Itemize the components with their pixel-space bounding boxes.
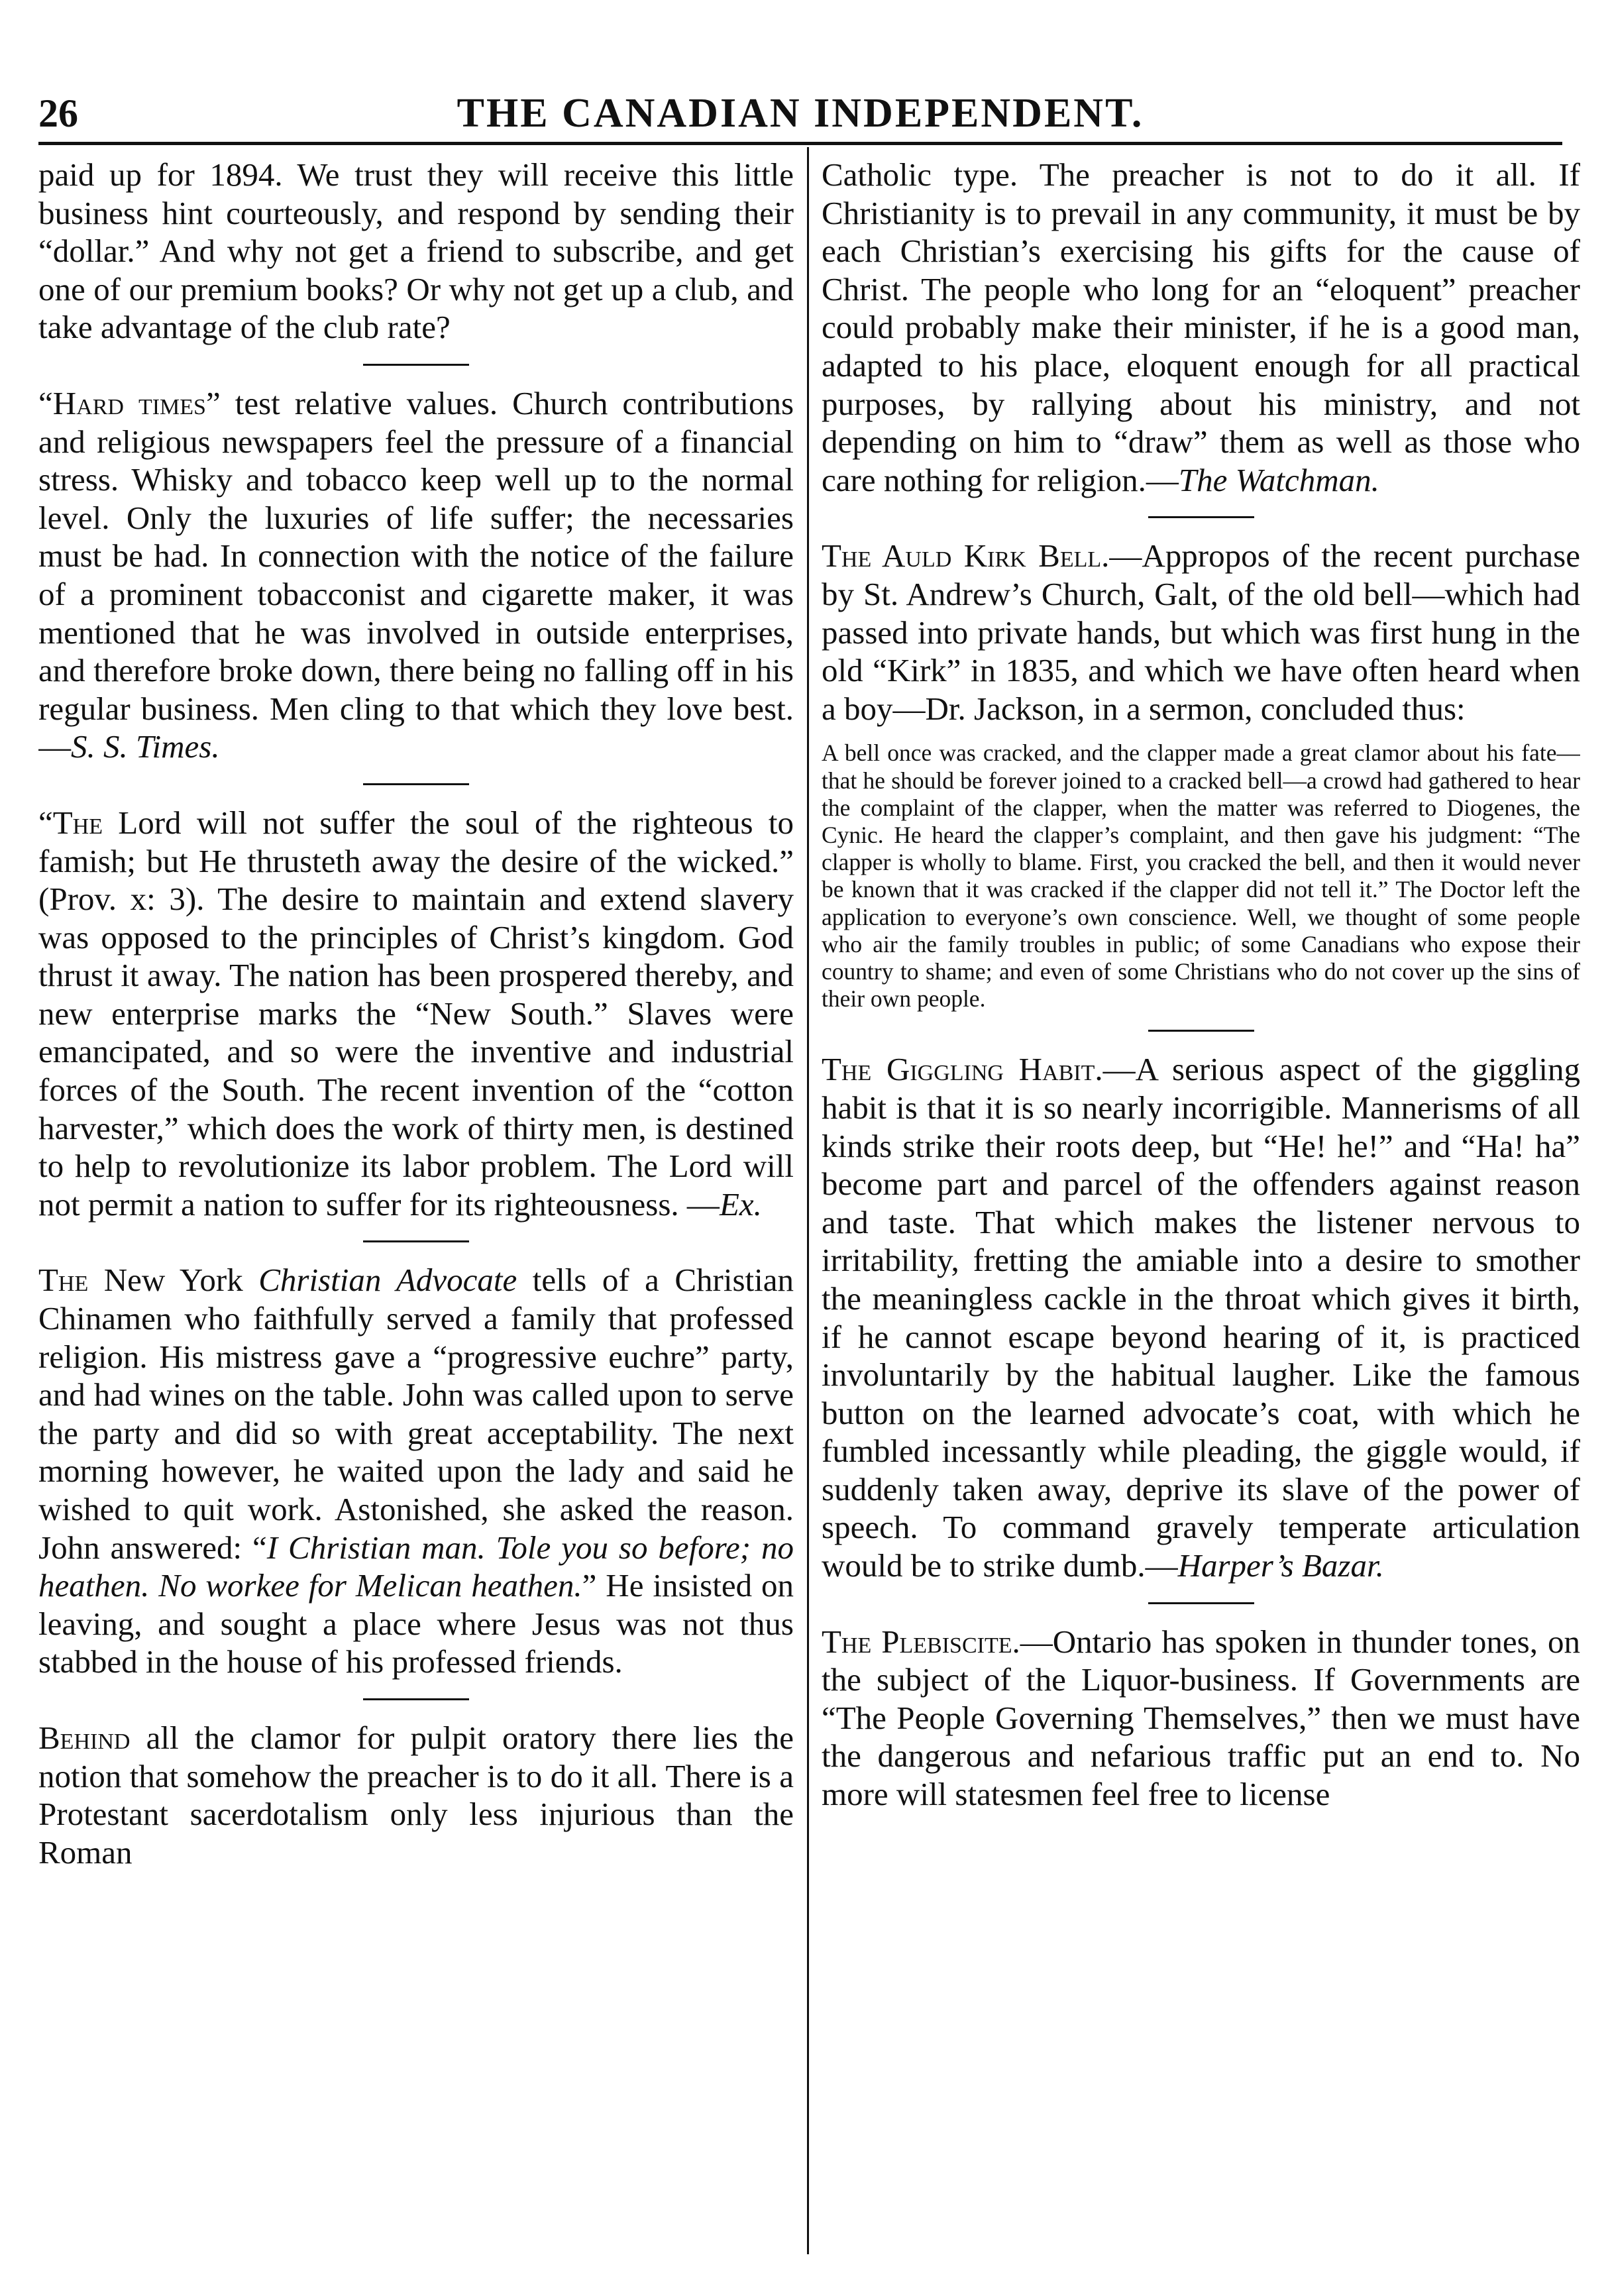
left-column (38, 156, 794, 2269)
quoted-speech: I Christian man. Tole you so before; no heathen. No workee for Melican heathen. (38, 1529, 794, 1604)
bell-quotation: A bell once was cracked, and the clapper made a great clamor about his fate—that he should be forever joined to a cracked bell—a crowd had gathered to hear the complaint of the clapper, when the matter was referred to Diogenes, the Cynic. He heard the clapper’s complaint, and then gave his judgment: “The clapper is wholly to blame. First, you cracked the bell, and then it would never be known that it was cracked if the clapper did not tell it.” The Doctor left the application to everyone’s own conscience. Well, we thought of some people who air the family troubles in public; of some Canadians who expose their country to shame; and even of some Christians who do not cover up the sins of their own people. (822, 739, 1580, 1012)
right-column (822, 156, 1580, 2269)
article-lead: The (38, 1262, 89, 1299)
section-separator (1148, 516, 1254, 518)
article-body: Lord will not suffer the soul of the righteous to famish; but He thrusteth away the desire of the wicked.” (Prov. x: 3). The desire to maintain and extend slavery was opposed to the principles of Christ’s kingdom. God thrust it away. The nation has been prospered thereby, and new enterprise marks the “New South.” Slaves were emancipated, and so were the inventive and industrial forces of the South. The recent invention of the “cotton harvester,” which does the work of thirty men, is destined to help to revolutionize its labor problem. The Lord will not permit a nation to suffer for its righteousness. — (38, 804, 794, 1223)
article-body: New York (88, 1262, 259, 1299)
article-lead: The Auld Kirk Bell. (822, 537, 1110, 574)
column-divider (807, 147, 809, 2254)
hard-times-article (38, 384, 794, 766)
header-rule (38, 142, 1562, 145)
pulpit-oratory-article (38, 1719, 794, 1871)
club-rate-paragraph (38, 156, 794, 347)
chinaman-article (38, 1261, 794, 1681)
article-source: S. S. Times. (71, 728, 220, 765)
article-source: Ex. (719, 1185, 762, 1223)
section-separator (1148, 1602, 1254, 1604)
righteous-article (38, 804, 794, 1224)
article-lead: The Giggling Habit. (822, 1051, 1103, 1088)
page-number: 26 (38, 91, 78, 135)
publication-title: THE CANADIAN INDEPENDENT. (456, 91, 1144, 136)
publication-name: Christian Advocate (258, 1262, 517, 1299)
article-source: Harper’s Bazar. (1177, 1547, 1384, 1584)
open-quote: “ (38, 384, 53, 421)
page-header (38, 85, 1562, 142)
article-lead: The Plebiscite. (822, 1623, 1020, 1660)
plebiscite-article (822, 1623, 1580, 1814)
article-body: all the clamor for pulpit oratory there lies the notion that somehow the preacher is to do it all. There is a Protestant sacerdotalism only less injurious than the Roman (38, 1719, 794, 1871)
article-body: ” He insisted on leaving, and sought a place where Jesus was not thus stabbed in the house of his professed friends. (38, 1567, 794, 1680)
article-lead: The (52, 804, 103, 841)
article-body: Catholic type. The preacher is not to do it all. If Christianity is to prevail in any community, it must be by each Christian’s exercising his gifts for the cause of Christ. The people who long for an “eloquent” preacher could probably make their minister, if he is a good man, adapted to his place, eloquent enough for all practical purposes, by rallying about his ministry, and not depending on him to “draw” them as well as those who care nothing for religion.— (822, 156, 1580, 498)
open-quote: “ (38, 804, 53, 841)
article-body: —A serious aspect of the giggling habit is that it is so nearly incorrigible. Mannerisms of all kinds strike their roots deep, but “He! he!” and “Ha! ha” become part and parcel of the offenders against reason and taste. That which makes the listener nervous to irritability, fretting the amiable into a desire to smother the meaningless cackle in the throat which gives it birth, if he cannot escape beyond hearing of it, is practiced involuntarily by the habitual laugher. Like the famous button on the learned advocate’s coat, with which he fumbled incessantly while pleading, the giggle would, if suddenly taken away, deprive its slave of the power of speech. To command gravely temperate articulation would be to strike dumb.— (822, 1051, 1580, 1584)
pulpit-oratory-continued (822, 156, 1580, 499)
article-lead: Behind (38, 1719, 131, 1756)
section-separator (363, 783, 469, 785)
article-body: —Appropos of the recent purchase by St. Andrew’s Church, Galt, of the old bell—which had passed into private hands, but which was first hung in the old “Kirk” in 1835, and which we have often heard when a boy—Dr. Jackson, in a sermon, concluded thus: (822, 537, 1580, 727)
auld-kirk-bell-article (822, 537, 1580, 728)
section-separator (363, 1698, 469, 1700)
section-separator (363, 364, 469, 366)
article-lead: Hard times (52, 384, 206, 421)
article-source: The Watchman. (1178, 461, 1379, 498)
article-body: ” test relative values. Church contributions and religious newspapers feel the pressure of a financial stress. Whisky and tobacco keep well up to the normal level. Only the luxuries of life suffer; the necessaries must be had. In connection with the notice of the failure of a prominent tobacconist and cigarette maker, it was mentioned that he was involved in outside enterprises, and therefore broke down, there being no falling off in his regular business. Men cling to that which they love best.— (38, 384, 794, 765)
section-separator (1148, 1030, 1254, 1032)
article-body: tells of a Christian Chinamen who faithfully served a family that professed religion. His mistress gave a “progressive euchre” party, and had wines on the table. John was called upon to serve the party and did so with great acceptability. The next morning however, he waited upon the lady and said he wished to quit work. Astonished, she asked the reason. John answered: “ (38, 1262, 794, 1566)
article-body: —Ontario has spoken in thunder tones, on the subject of the Liquor-business. If Governments are “The People Governing Themselves,” then we must have the dangerous and nefarious traffic put an end to. No more will statesmen feel free to license (822, 1623, 1580, 1813)
giggling-habit-article (822, 1050, 1580, 1584)
section-separator (363, 1240, 469, 1242)
paragraph-text: paid up for 1894. We trust they will receive this little business hint courteously, and respond by sending their “dollar.” And why not get a friend to subscribe, and get one of our premium books? Or why not get up a club, and take advantage of the club rate? (38, 156, 794, 346)
